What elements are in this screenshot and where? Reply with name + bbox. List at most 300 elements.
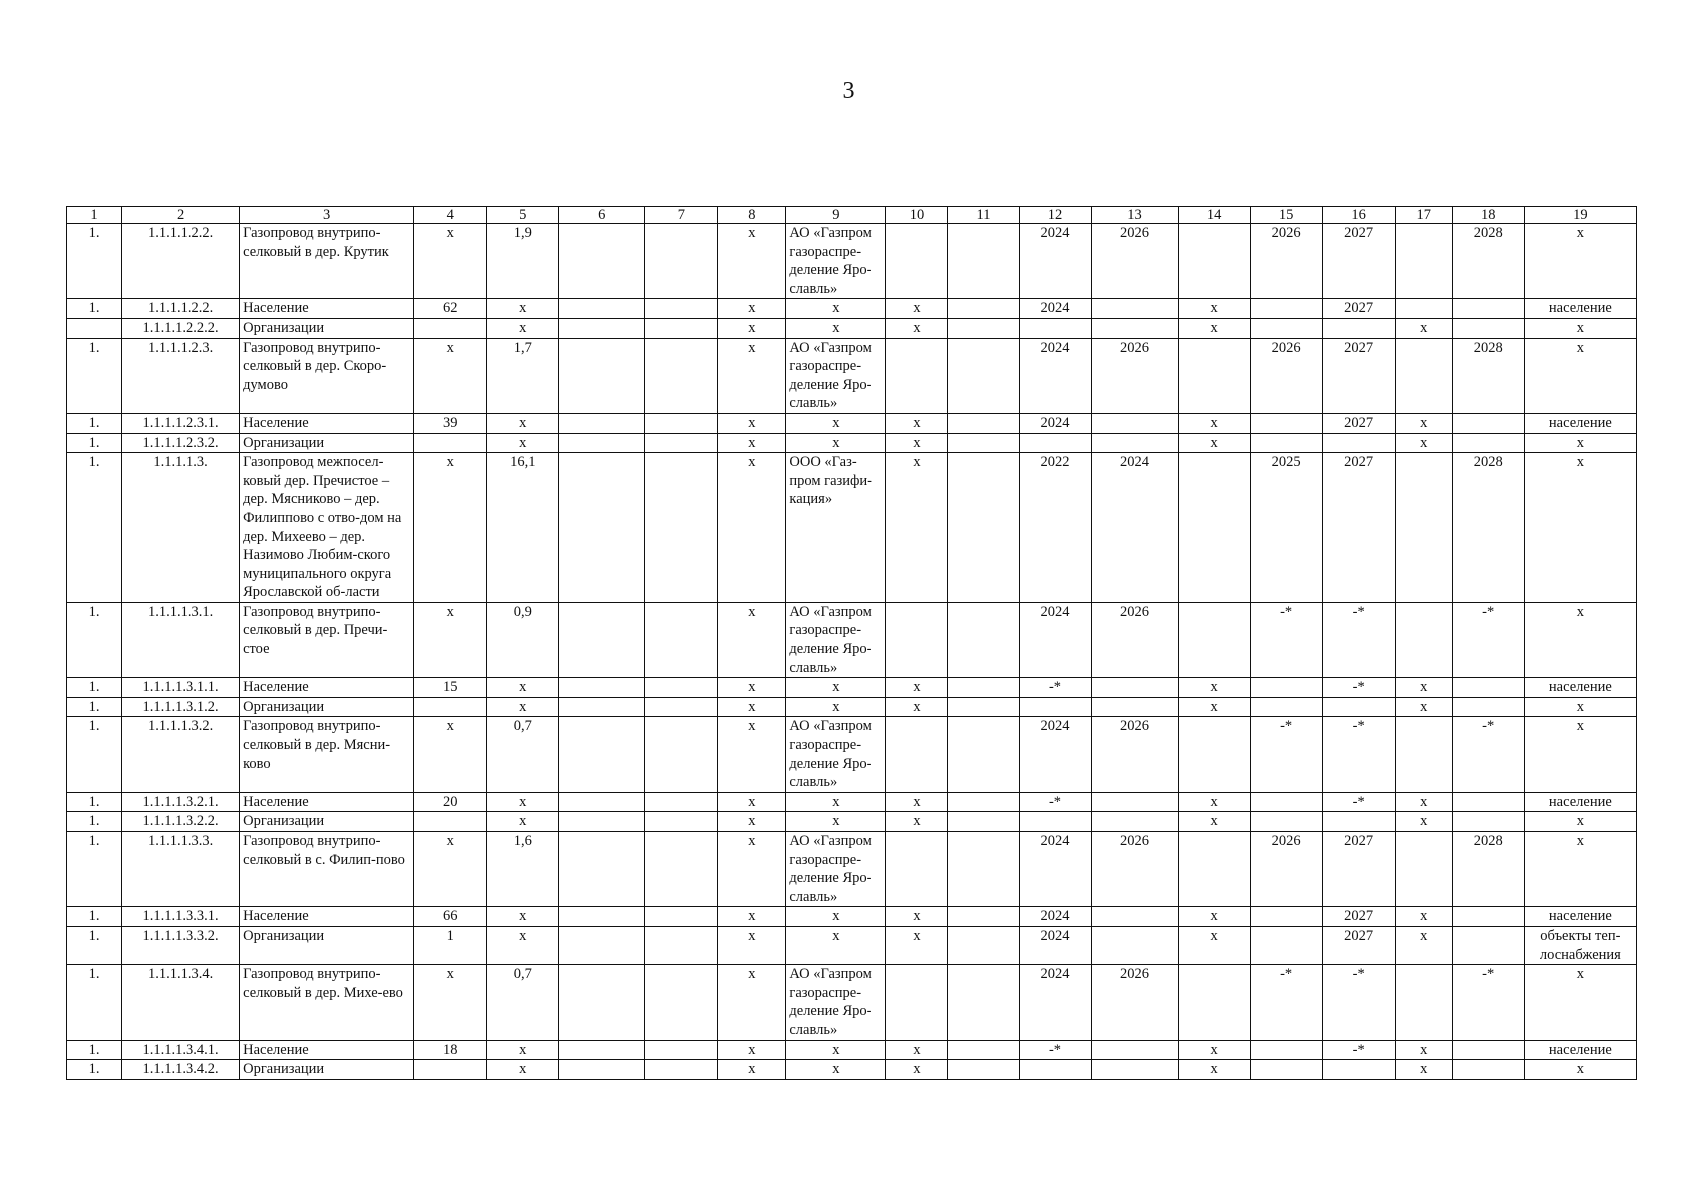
cell-col-3: Организации [240, 433, 414, 453]
cell-col-5: х [487, 907, 559, 927]
cell-col-19: х [1524, 338, 1636, 413]
cell-col-13 [1091, 697, 1178, 717]
cell-col-13: 2026 [1091, 717, 1178, 792]
cell-col-9: х [786, 299, 886, 319]
cell-col-3: Газопровод внутрипо-селковый в дер. Скоро-думово [240, 338, 414, 413]
cell-col-9: АО «Газпром газораспре-деление Яро-славль» [786, 338, 886, 413]
cell-col-14: х [1178, 413, 1250, 433]
cell-col-2: 1.1.1.1.3.1.2. [122, 697, 240, 717]
cell-col-18: 2028 [1452, 224, 1524, 299]
cell-col-13: 2026 [1091, 602, 1178, 677]
cell-col-15 [1250, 413, 1322, 433]
cell-col-17: х [1395, 812, 1452, 832]
cell-col-10 [886, 717, 948, 792]
cell-col-17 [1395, 453, 1452, 603]
cell-col-11 [948, 926, 1019, 964]
table-row [67, 907, 1637, 927]
cell-col-7 [645, 832, 718, 907]
cell-col-17: х [1395, 413, 1452, 433]
cell-col-7 [645, 413, 718, 433]
cell-col-2: 1.1.1.1.3.1. [122, 602, 240, 677]
cell-col-18: 2028 [1452, 832, 1524, 907]
table-row [67, 1040, 1637, 1060]
cell-col-19: население [1524, 1040, 1636, 1060]
cell-col-9: х [786, 1040, 886, 1060]
cell-col-10: х [886, 413, 948, 433]
cell-col-7 [645, 965, 718, 1040]
cell-col-17 [1395, 832, 1452, 907]
cell-col-7 [645, 678, 718, 698]
column-number-3: 3 [240, 207, 414, 224]
cell-col-10: х [886, 299, 948, 319]
cell-col-7 [645, 1060, 718, 1080]
cell-col-14: х [1178, 907, 1250, 927]
cell-col-16: -* [1322, 1040, 1395, 1060]
cell-col-6 [559, 453, 645, 603]
cell-col-6 [559, 602, 645, 677]
cell-col-3: Газопровод внутрипо-селковый в дер. Мясни-ково [240, 717, 414, 792]
table-row [67, 1060, 1637, 1080]
cell-col-16 [1322, 433, 1395, 453]
cell-col-16: 2027 [1322, 453, 1395, 603]
table-row [67, 433, 1637, 453]
cell-col-1: 1. [67, 717, 122, 792]
cell-col-19: х [1524, 832, 1636, 907]
cell-col-7 [645, 453, 718, 603]
cell-col-8: х [718, 965, 786, 1040]
cell-col-9: ООО «Газ-пром газифи-кация» [786, 453, 886, 603]
cell-col-9: х [786, 926, 886, 964]
cell-col-2: 1.1.1.1.3.4.1. [122, 1040, 240, 1060]
cell-col-5: 0,7 [487, 965, 559, 1040]
cell-col-18 [1452, 697, 1524, 717]
cell-col-14: х [1178, 926, 1250, 964]
cell-col-15 [1250, 812, 1322, 832]
cell-col-19: х [1524, 717, 1636, 792]
cell-col-19: х [1524, 318, 1636, 338]
cell-col-18: -* [1452, 965, 1524, 1040]
cell-col-4: 15 [414, 678, 487, 698]
cell-col-16: -* [1322, 965, 1395, 1040]
cell-col-17: х [1395, 433, 1452, 453]
cell-col-8: х [718, 717, 786, 792]
cell-col-8: х [718, 697, 786, 717]
cell-col-3: Население [240, 678, 414, 698]
cell-col-19: население [1524, 907, 1636, 927]
cell-col-13 [1091, 299, 1178, 319]
cell-col-11 [948, 697, 1019, 717]
cell-col-15 [1250, 299, 1322, 319]
cell-col-1: 1. [67, 678, 122, 698]
cell-col-5: х [487, 299, 559, 319]
cell-col-13: 2026 [1091, 965, 1178, 1040]
column-number-11: 11 [948, 207, 1019, 224]
cell-col-1: 1. [67, 907, 122, 927]
cell-col-12 [1019, 697, 1091, 717]
table-row [67, 413, 1637, 433]
cell-col-14 [1178, 602, 1250, 677]
cell-col-18: 2028 [1452, 338, 1524, 413]
column-number-row [67, 207, 1637, 224]
cell-col-6 [559, 907, 645, 927]
cell-col-6 [559, 413, 645, 433]
table-row [67, 812, 1637, 832]
column-number-10: 10 [886, 207, 948, 224]
cell-col-9: х [786, 678, 886, 698]
cell-col-3: Организации [240, 697, 414, 717]
cell-col-19: х [1524, 965, 1636, 1040]
cell-col-7 [645, 717, 718, 792]
cell-col-18 [1452, 926, 1524, 964]
cell-col-4 [414, 812, 487, 832]
column-number-17: 17 [1395, 207, 1452, 224]
cell-col-6 [559, 697, 645, 717]
cell-col-14: х [1178, 678, 1250, 698]
cell-col-12 [1019, 433, 1091, 453]
cell-col-2: 1.1.1.1.3.1.1. [122, 678, 240, 698]
cell-col-15 [1250, 1040, 1322, 1060]
gas-pipeline-table [66, 206, 1637, 1080]
cell-col-12: 2024 [1019, 338, 1091, 413]
cell-col-15: 2025 [1250, 453, 1322, 603]
cell-col-10 [886, 965, 948, 1040]
cell-col-5: 0,9 [487, 602, 559, 677]
cell-col-3: Население [240, 792, 414, 812]
column-number-9: 9 [786, 207, 886, 224]
cell-col-2: 1.1.1.1.3.4.2. [122, 1060, 240, 1080]
cell-col-10: х [886, 433, 948, 453]
cell-col-5: х [487, 926, 559, 964]
cell-col-18 [1452, 678, 1524, 698]
cell-col-10: х [886, 792, 948, 812]
cell-col-6 [559, 1060, 645, 1080]
cell-col-6 [559, 965, 645, 1040]
cell-col-18 [1452, 433, 1524, 453]
cell-col-1: 1. [67, 792, 122, 812]
cell-col-1: 1. [67, 965, 122, 1040]
cell-col-5: х [487, 1040, 559, 1060]
cell-col-16: 2027 [1322, 907, 1395, 927]
cell-col-13 [1091, 318, 1178, 338]
column-number-16: 16 [1322, 207, 1395, 224]
cell-col-8: х [718, 792, 786, 812]
cell-col-16: 2027 [1322, 926, 1395, 964]
table-row [67, 832, 1637, 907]
cell-col-5: 0,7 [487, 717, 559, 792]
cell-col-18 [1452, 907, 1524, 927]
cell-col-2: 1.1.1.1.3.3. [122, 832, 240, 907]
column-number-18: 18 [1452, 207, 1524, 224]
cell-col-14 [1178, 338, 1250, 413]
cell-col-17: х [1395, 1040, 1452, 1060]
cell-col-3: Газопровод межпосел-ковый дер. Пречистое – дер. Мясниково – дер. Филиппово с отво-дом на дер. Михеево – дер. Назимово Любим-ского муниципального округа Ярославской об-ласти [240, 453, 414, 603]
table-row [67, 318, 1637, 338]
cell-col-7 [645, 1040, 718, 1060]
cell-col-5: х [487, 413, 559, 433]
cell-col-9: АО «Газпром газораспре-деление Яро-славль» [786, 965, 886, 1040]
cell-col-11 [948, 1040, 1019, 1060]
cell-col-12: 2024 [1019, 926, 1091, 964]
cell-col-9: АО «Газпром газораспре-деление Яро-славль» [786, 717, 886, 792]
cell-col-4: х [414, 965, 487, 1040]
cell-col-17 [1395, 602, 1452, 677]
cell-col-11 [948, 907, 1019, 927]
cell-col-1: 1. [67, 338, 122, 413]
cell-col-10: х [886, 907, 948, 927]
cell-col-8: х [718, 1060, 786, 1080]
cell-col-7 [645, 602, 718, 677]
cell-col-13 [1091, 1060, 1178, 1080]
cell-col-12: 2024 [1019, 413, 1091, 433]
table-row [67, 697, 1637, 717]
cell-col-12: 2024 [1019, 602, 1091, 677]
cell-col-19: х [1524, 602, 1636, 677]
cell-col-17: х [1395, 697, 1452, 717]
cell-col-11 [948, 453, 1019, 603]
cell-col-3: Газопровод внутрипо-селковый в дер. Михе-ево [240, 965, 414, 1040]
cell-col-13: 2026 [1091, 224, 1178, 299]
cell-col-5: х [487, 1060, 559, 1080]
cell-col-11 [948, 338, 1019, 413]
table-row [67, 453, 1637, 603]
cell-col-2: 1.1.1.1.2.2.2. [122, 318, 240, 338]
column-number-14: 14 [1178, 207, 1250, 224]
cell-col-19: х [1524, 1060, 1636, 1080]
cell-col-5: х [487, 433, 559, 453]
cell-col-12: 2022 [1019, 453, 1091, 603]
cell-col-18 [1452, 318, 1524, 338]
cell-col-4: х [414, 602, 487, 677]
cell-col-17 [1395, 717, 1452, 792]
cell-col-9: АО «Газпром газораспре-деление Яро-славль» [786, 832, 886, 907]
cell-col-2: 1.1.1.1.3.4. [122, 965, 240, 1040]
cell-col-15: 2026 [1250, 338, 1322, 413]
table-row [67, 602, 1637, 677]
cell-col-1: 1. [67, 1060, 122, 1080]
cell-col-18 [1452, 1060, 1524, 1080]
cell-col-14 [1178, 453, 1250, 603]
cell-col-13: 2026 [1091, 832, 1178, 907]
cell-col-9: х [786, 1060, 886, 1080]
cell-col-8: х [718, 433, 786, 453]
cell-col-15: 2026 [1250, 224, 1322, 299]
cell-col-8: х [718, 832, 786, 907]
cell-col-7 [645, 224, 718, 299]
table-row [67, 299, 1637, 319]
cell-col-7 [645, 792, 718, 812]
cell-col-19: х [1524, 453, 1636, 603]
cell-col-5: 1,9 [487, 224, 559, 299]
cell-col-2: 1.1.1.1.2.2. [122, 299, 240, 319]
cell-col-12: 2024 [1019, 832, 1091, 907]
cell-col-12 [1019, 1060, 1091, 1080]
cell-col-3: Население [240, 413, 414, 433]
cell-col-1: 1. [67, 433, 122, 453]
column-number-19: 19 [1524, 207, 1636, 224]
cell-col-16: 2027 [1322, 299, 1395, 319]
cell-col-11 [948, 413, 1019, 433]
cell-col-14: х [1178, 792, 1250, 812]
cell-col-10: х [886, 812, 948, 832]
cell-col-5: 16,1 [487, 453, 559, 603]
cell-col-11 [948, 602, 1019, 677]
cell-col-8: х [718, 907, 786, 927]
cell-col-16: 2027 [1322, 224, 1395, 299]
cell-col-15 [1250, 697, 1322, 717]
cell-col-17: х [1395, 1060, 1452, 1080]
cell-col-14: х [1178, 318, 1250, 338]
cell-col-6 [559, 338, 645, 413]
cell-col-4 [414, 318, 487, 338]
cell-col-4: х [414, 224, 487, 299]
cell-col-14 [1178, 717, 1250, 792]
cell-col-11 [948, 792, 1019, 812]
cell-col-7 [645, 907, 718, 927]
cell-col-18 [1452, 299, 1524, 319]
cell-col-15 [1250, 678, 1322, 698]
cell-col-8: х [718, 678, 786, 698]
cell-col-10: х [886, 678, 948, 698]
cell-col-1: 1. [67, 1040, 122, 1060]
cell-col-7 [645, 318, 718, 338]
cell-col-9: х [786, 907, 886, 927]
cell-col-13 [1091, 413, 1178, 433]
cell-col-13 [1091, 907, 1178, 927]
cell-col-2: 1.1.1.1.3.2. [122, 717, 240, 792]
cell-col-4: 18 [414, 1040, 487, 1060]
cell-col-10 [886, 338, 948, 413]
cell-col-13 [1091, 792, 1178, 812]
cell-col-11 [948, 832, 1019, 907]
cell-col-4: 1 [414, 926, 487, 964]
column-number-12: 12 [1019, 207, 1091, 224]
cell-col-19: х [1524, 224, 1636, 299]
cell-col-16 [1322, 812, 1395, 832]
cell-col-1: 1. [67, 602, 122, 677]
cell-col-18 [1452, 792, 1524, 812]
cell-col-9: АО «Газпром газораспре-деление Яро-славль» [786, 602, 886, 677]
column-number-8: 8 [718, 207, 786, 224]
cell-col-7 [645, 812, 718, 832]
cell-col-1: 1. [67, 812, 122, 832]
cell-col-4: х [414, 832, 487, 907]
cell-col-4: 39 [414, 413, 487, 433]
cell-col-2: 1.1.1.1.2.3.1. [122, 413, 240, 433]
cell-col-1: 1. [67, 453, 122, 603]
cell-col-6 [559, 792, 645, 812]
cell-col-11 [948, 965, 1019, 1040]
table-row [67, 224, 1637, 299]
cell-col-9: х [786, 697, 886, 717]
cell-col-6 [559, 433, 645, 453]
cell-col-4: 20 [414, 792, 487, 812]
cell-col-19: х [1524, 697, 1636, 717]
cell-col-8: х [718, 224, 786, 299]
cell-col-9: АО «Газпром газораспре-деление Яро-славль» [786, 224, 886, 299]
cell-col-3: Население [240, 1040, 414, 1060]
cell-col-3: Газопровод внутрипо-селковый в с. Филип-пово [240, 832, 414, 907]
cell-col-4 [414, 433, 487, 453]
cell-col-1: 1. [67, 413, 122, 433]
cell-col-15 [1250, 907, 1322, 927]
cell-col-7 [645, 433, 718, 453]
cell-col-8: х [718, 602, 786, 677]
cell-col-19: х [1524, 433, 1636, 453]
cell-col-14: х [1178, 433, 1250, 453]
cell-col-17 [1395, 338, 1452, 413]
cell-col-19: объекты теп-лоснабжения [1524, 926, 1636, 964]
cell-col-16: -* [1322, 792, 1395, 812]
cell-col-13 [1091, 433, 1178, 453]
cell-col-8: х [718, 453, 786, 603]
cell-col-13: 2024 [1091, 453, 1178, 603]
cell-col-11 [948, 1060, 1019, 1080]
cell-col-1: 1. [67, 299, 122, 319]
cell-col-2: 1.1.1.1.2.2. [122, 224, 240, 299]
cell-col-10: х [886, 1060, 948, 1080]
table-row [67, 338, 1637, 413]
cell-col-19: население [1524, 792, 1636, 812]
cell-col-12: -* [1019, 1040, 1091, 1060]
column-number-5: 5 [487, 207, 559, 224]
cell-col-4: х [414, 338, 487, 413]
column-number-6: 6 [559, 207, 645, 224]
cell-col-15: -* [1250, 965, 1322, 1040]
cell-col-16: -* [1322, 678, 1395, 698]
cell-col-7 [645, 299, 718, 319]
column-number-15: 15 [1250, 207, 1322, 224]
cell-col-12: 2024 [1019, 224, 1091, 299]
cell-col-7 [645, 926, 718, 964]
column-number-13: 13 [1091, 207, 1178, 224]
cell-col-17: х [1395, 318, 1452, 338]
cell-col-15: 2026 [1250, 832, 1322, 907]
cell-col-8: х [718, 1040, 786, 1060]
cell-col-18: 2028 [1452, 453, 1524, 603]
cell-col-14 [1178, 965, 1250, 1040]
cell-col-6 [559, 926, 645, 964]
cell-col-3: Газопровод внутрипо-селковый в дер. Крутик [240, 224, 414, 299]
cell-col-3: Население [240, 299, 414, 319]
cell-col-14: х [1178, 299, 1250, 319]
page-number: 3 [842, 78, 855, 104]
cell-col-2: 1.1.1.1.3.3.2. [122, 926, 240, 964]
cell-col-17: х [1395, 926, 1452, 964]
cell-col-19: население [1524, 413, 1636, 433]
column-number-7: 7 [645, 207, 718, 224]
cell-col-12 [1019, 812, 1091, 832]
cell-col-11 [948, 318, 1019, 338]
cell-col-5: 1,7 [487, 338, 559, 413]
cell-col-14 [1178, 224, 1250, 299]
cell-col-17: х [1395, 907, 1452, 927]
cell-col-1: 1. [67, 697, 122, 717]
cell-col-11 [948, 678, 1019, 698]
cell-col-17: х [1395, 678, 1452, 698]
cell-col-3: Организации [240, 318, 414, 338]
cell-col-16: 2027 [1322, 832, 1395, 907]
cell-col-2: 1.1.1.1.3.2.1. [122, 792, 240, 812]
cell-col-13 [1091, 812, 1178, 832]
column-number-4: 4 [414, 207, 487, 224]
cell-col-1: 1. [67, 926, 122, 964]
cell-col-10: х [886, 318, 948, 338]
cell-col-5: х [487, 812, 559, 832]
cell-col-14: х [1178, 1060, 1250, 1080]
cell-col-18: -* [1452, 717, 1524, 792]
cell-col-4: х [414, 453, 487, 603]
cell-col-10: х [886, 697, 948, 717]
